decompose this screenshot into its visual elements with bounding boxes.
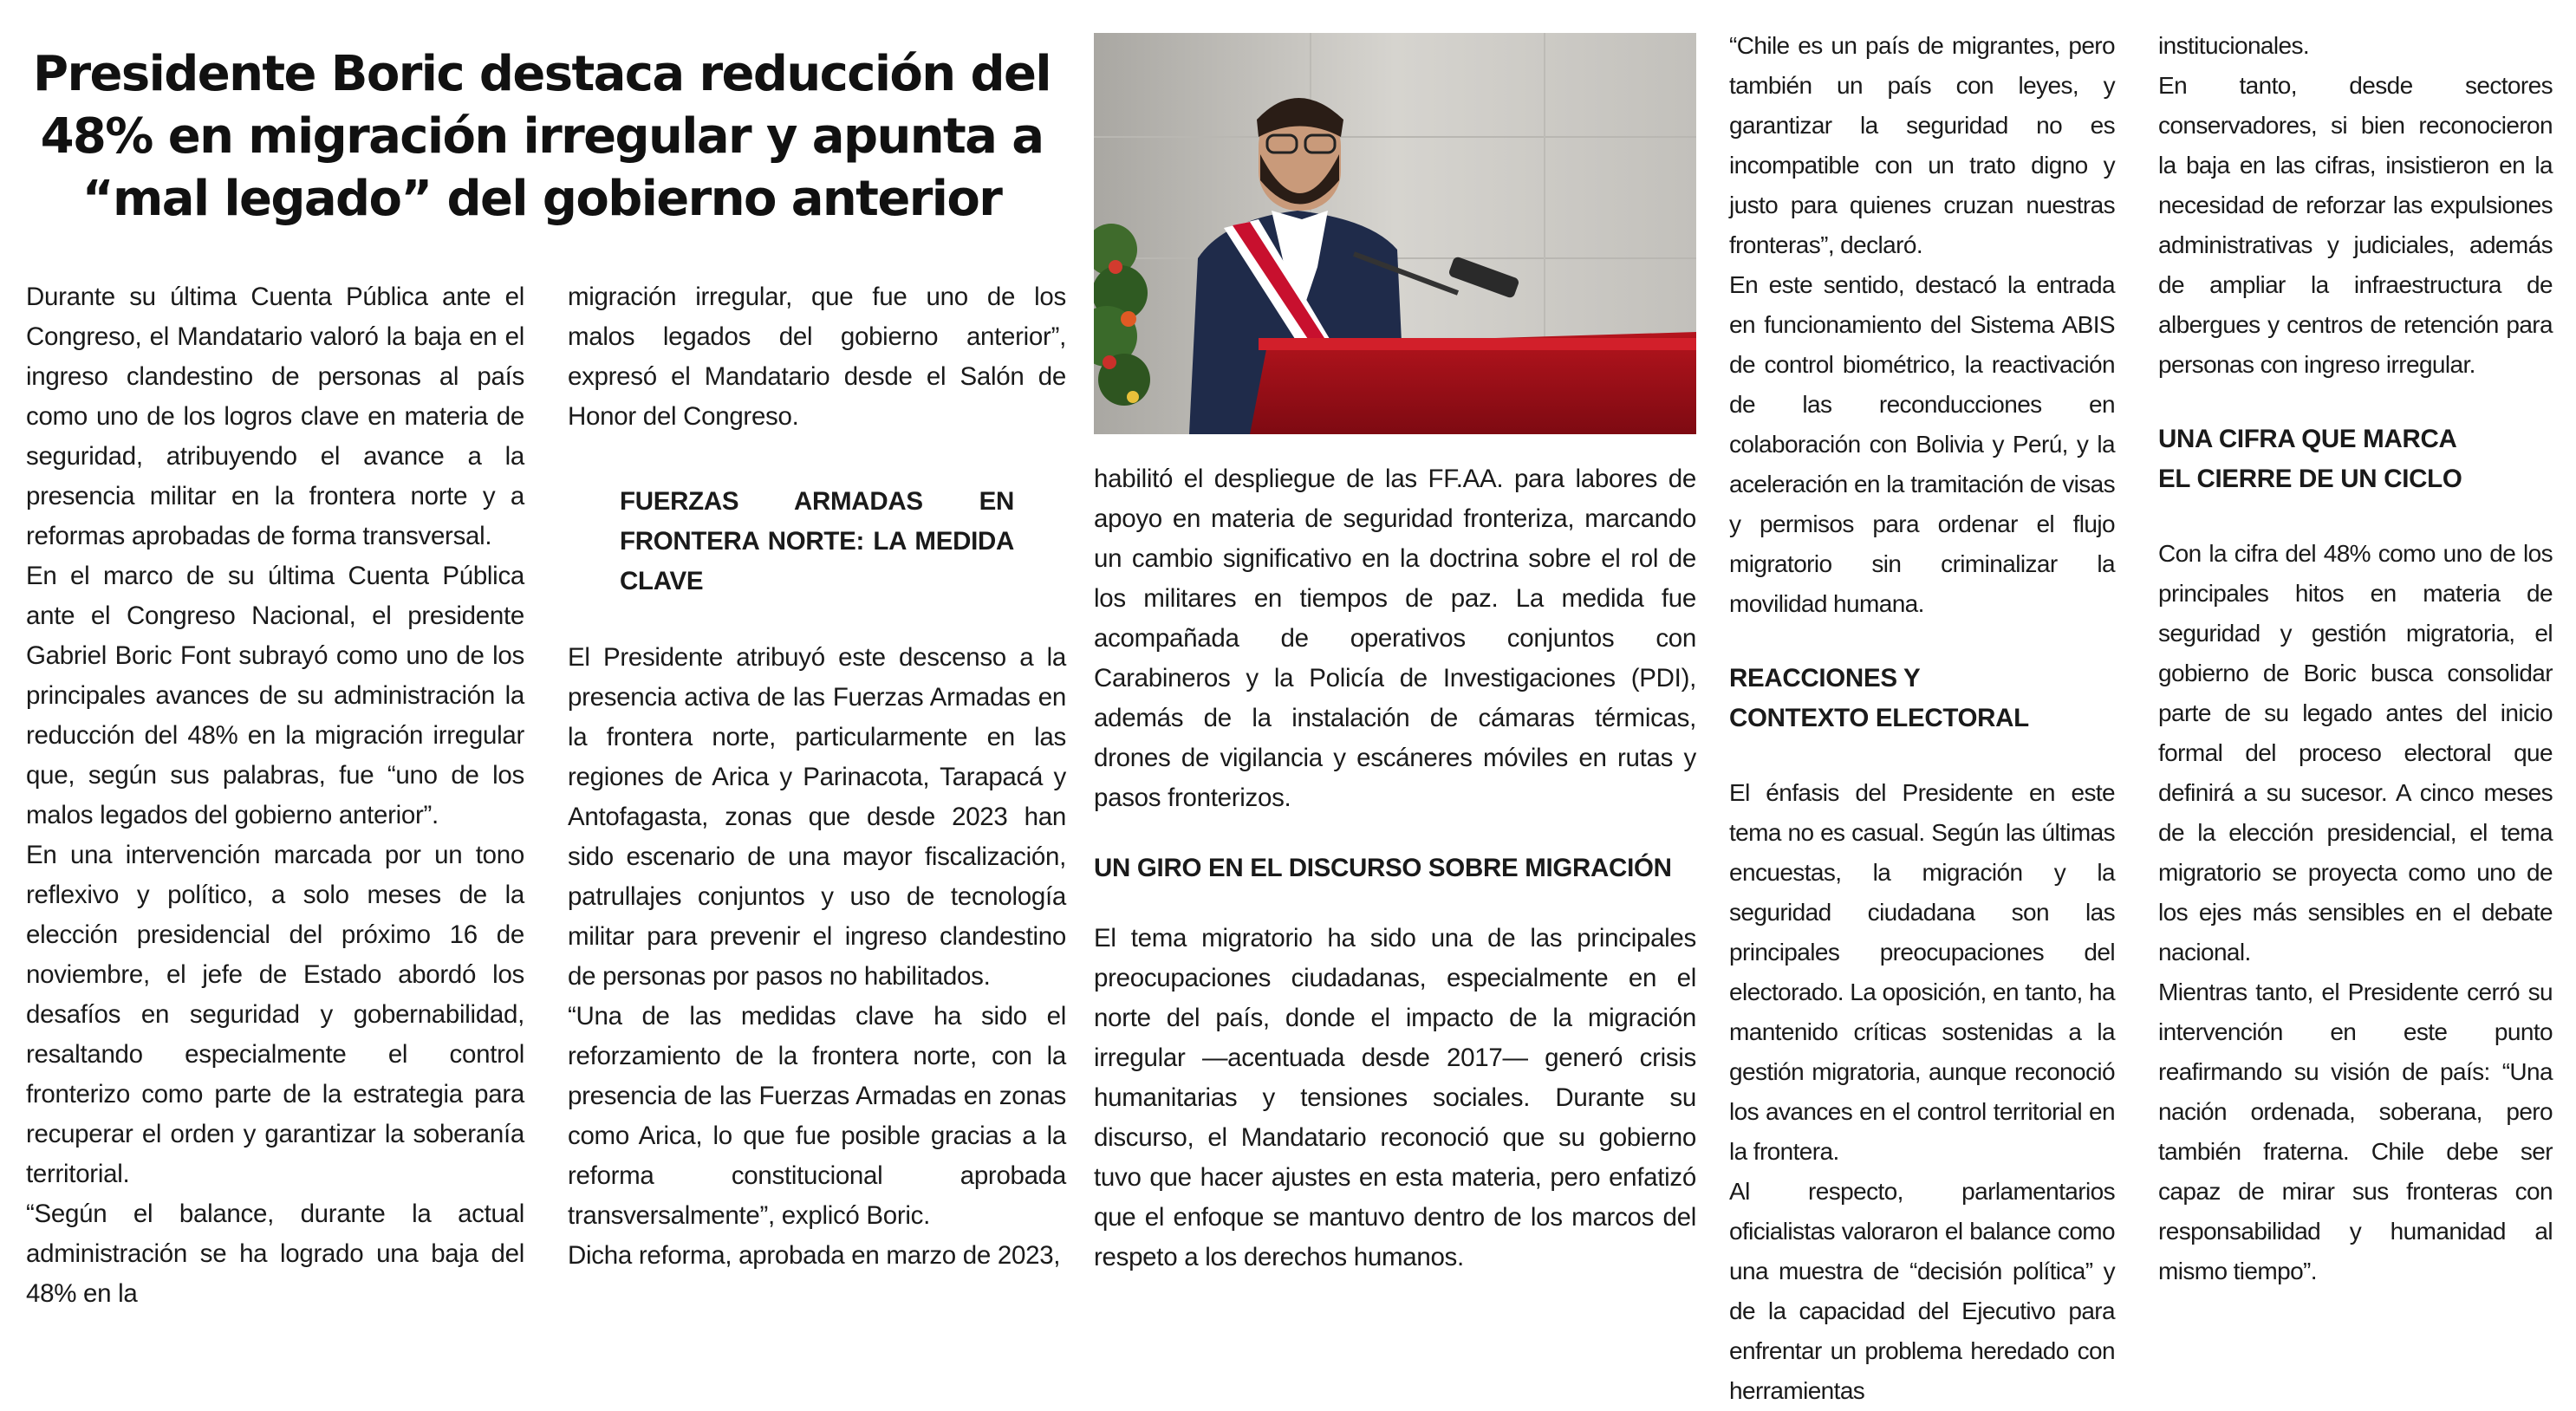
column-2 (568, 277, 1066, 1276)
section-subhead-line: CONTEXTO ELECTORAL (1729, 704, 2029, 732)
paragraph: Dicha reforma, aprobada en marzo de 2023, (568, 1241, 1061, 1270)
paragraph: Mientras tanto, el Presidente cerró su intervención en este punto reafirmando su visión de país: “Una nación ordenada, soberana, pero también fraterna. Chile debe ser capaz de mirar sus fronteras con responsabilidad y humanidad al mismo tiempo”. (2158, 979, 2553, 1284)
headline: Presidente Boric destaca reducción del 48% en migración irregular y apunta a “mal legado” del gobierno anterior (33, 46, 1051, 227)
column-1 (26, 277, 524, 1314)
column-5 (2158, 26, 2553, 1291)
section-subhead: FUERZAS ARMADAS EN FRONTERA NORTE: LA MEDIDA CLAVE (620, 487, 1014, 595)
section-subhead-line: EL CIERRE DE UN CICLO (2158, 465, 2462, 493)
paragraph: Con la cifra del 48% como uno de los principales hitos en materia de seguridad y gestión migratoria, el gobierno de Boric busca consolidar parte de su legado antes del inicio formal del proceso electoral que definirá a su sucesor. A cinco meses de la elección presidencial, el tema migratorio se proyecta como uno de los ejes más sensibles en el debate nacional. (2158, 540, 2553, 966)
paragraph: El énfasis del Presidente en este tema no es casual. Según las últimas encuestas, la migración y la seguridad ciudadana son las principales preocupaciones del electorado. La oposición, en tanto, ha mantenido críticas sostenidas a la gestión migratoria, aunque reconoció los avances en el control territorial en la frontera. (1729, 779, 2115, 1165)
paragraph: institucionales. (2158, 32, 2310, 59)
section-subhead-line: REACCIONES Y (1729, 664, 1921, 692)
paragraph: “Una de las medidas clave ha sido el reforzamiento de la frontera norte, con la presencia de las Fuerzas Armadas en zonas como Arica, lo que fue posible gracias a la reforma constitucional aprobada transversalmente”, explicó Boric. (568, 1002, 1066, 1230)
paragraph: En este sentido, destacó la entrada en funcionamiento del Sistema ABIS de control biométrico, la reactivación de las reconducciones en colaboración con Bolivia y Perú, y la aceleración en la tramitación de visas y permisos para ordenar el flujo migratorio sin criminalizar la movilidad humana. (1729, 271, 2115, 617)
paragraph: Durante su última Cuenta Pública ante el Congreso, el Mandatario valoró la baja en el ingreso clandestino de personas al país como uno de los logros clave en materia de seguridad, atribuyendo el avance a la presencia militar en la frontera norte y a reformas aprobadas de forma transversal. (26, 283, 524, 550)
paragraph: En una intervención marcada por un tono reflexivo y político, a solo meses de la elección presidencial del próximo 16 de noviembre, el jefe de Estado abordó los desafíos en seguridad y gobernabilidad, resaltando especialmente el control fronterizo como parte de la estrategia para recuperar el orden y garantizar la soberanía territorial. (26, 841, 524, 1188)
column-3 (1094, 459, 1696, 1278)
photo-illustration (1094, 33, 1696, 434)
section-subhead: UN GIRO EN EL DISCURSO SOBRE MIGRACIÓN (1094, 854, 1672, 882)
president-at-podium-photo (1094, 33, 1696, 434)
paragraph: migración irregular, que fue uno de los malos legados del gobierno anterior”, expresó el Mandatario desde el Salón de Honor del Congreso. (568, 283, 1066, 431)
paragraph: El Presidente atribuyó este descenso a la presencia activa de las Fuerzas Armadas en la frontera norte, particularmente en las regiones de Arica y Parinacota, Tarapacá y Antofagasta, zonas que desde 2023 han sido escenario de una mayor fiscalización, patrullajes conjuntos y uso de tecnología militar para prevenir el ingreso clandestino de personas por pasos no habilitados. (568, 643, 1066, 991)
section-subhead-line: UNA CIFRA QUE MARCA (2158, 425, 2457, 453)
paragraph: En el marco de su última Cuenta Pública ante el Congreso Nacional, el presidente Gabriel Boric Font subrayó como uno de los principales avances de su administración la reducción del 48% en la migración irregular que, según sus palabras, fue “uno de los malos legados del gobierno anterior”. (26, 562, 524, 829)
paragraph: El tema migratorio ha sido una de las principales preocupaciones ciudadanas, especialmente en el norte del país, donde el impacto de la migración irregular —acentuada desde 2017— generó crisis humanitarias y tensiones sociales. Durante su discurso, el Mandatario reconoció que su gobierno tuvo que hacer ajustes en esta materia, pero enfatizó que el enfoque se mantuvo dentro de los marcos del respeto a los derechos humanos. (1094, 924, 1696, 1271)
paragraph: En tanto, desde sectores conservadores, si bien reconocieron la baja en las cifras, insistieron en la necesidad de reforzar las expulsiones administrativas y judiciales, además de ampliar la infraestructura de albergues y centros de retención para personas con ingreso irregular. (2158, 72, 2553, 378)
paragraph: “Chile es un país de migrantes, pero también un país con leyes, y garantizar la seguridad no es incompatible con un trato digno y justo para quienes cruzan nuestras fronteras”, declaró. (1729, 32, 2115, 258)
paragraph: “Según el balance, durante la actual administración se ha logrado una baja del 48% en la (26, 1200, 524, 1308)
column-4 (1729, 26, 2115, 1411)
paragraph: Al respecto, parlamentarios oficialistas valoraron el balance como una muestra de “decisión política” y de la capacidad del Ejecutivo para enfrentar un problema heredado con herramientas (1729, 1178, 2115, 1404)
paragraph: habilitó el despliegue de las FF.AA. para labores de apoyo en materia de seguridad fronteriza, marcando un cambio significativo en la doctrina sobre el rol de los militares en tiempos de paz. La medida fue acompañada de operativos conjuntos con Carabineros y la Policía de Investigaciones (PDI), además de la instalación de cámaras térmicas, drones de vigilancia y escáneres móviles en rutas y pasos fronterizos. (1094, 465, 1696, 812)
